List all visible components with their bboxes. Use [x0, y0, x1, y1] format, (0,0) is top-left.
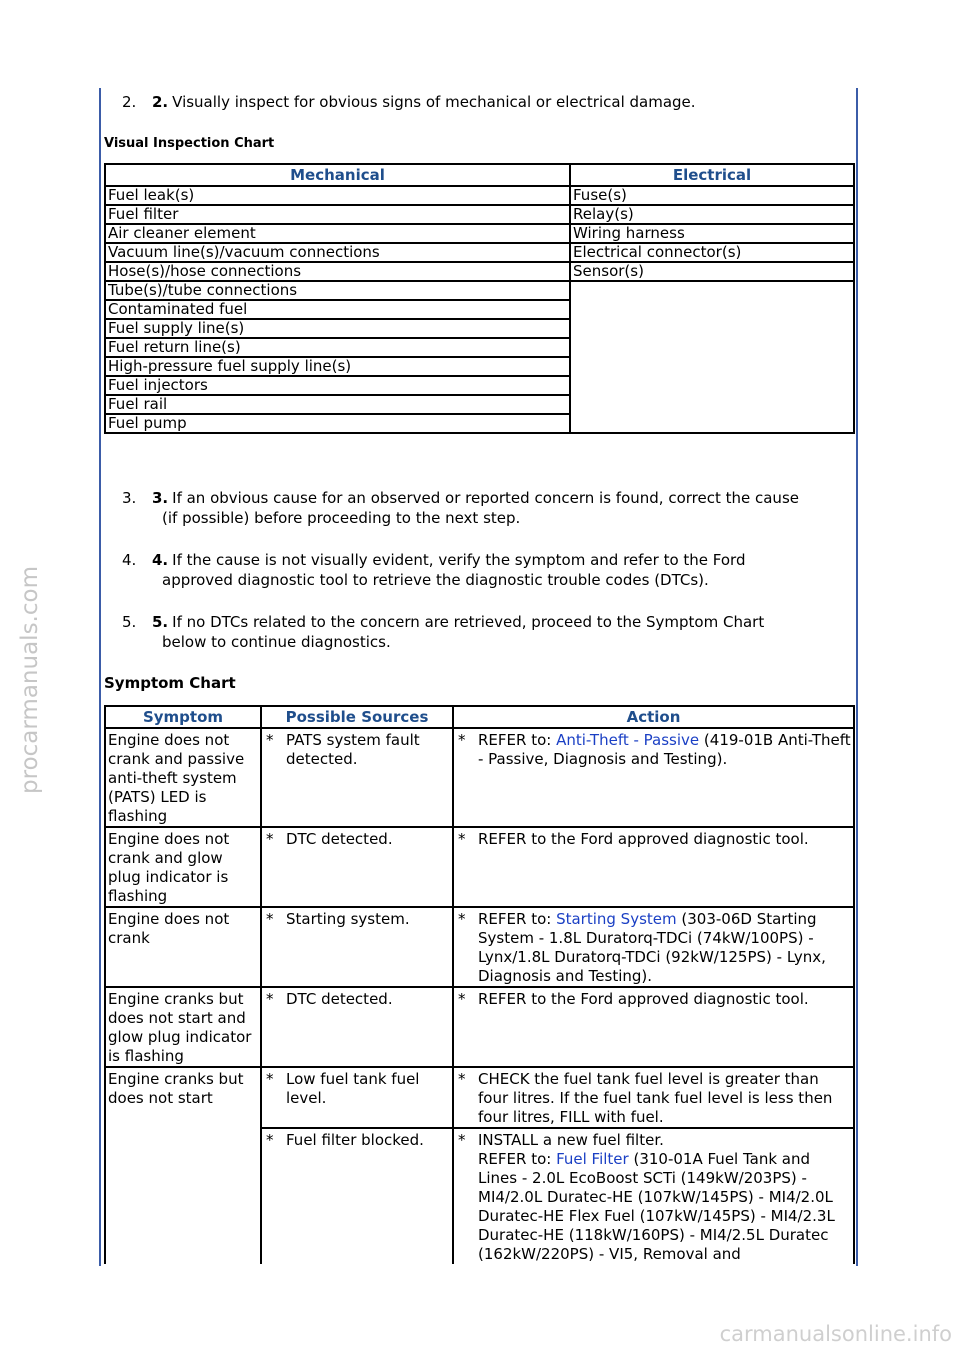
mechanical-item: Fuel return line(s) [105, 338, 570, 357]
symptom-cell: Engine does not crank and glow plug indicator is flashing [105, 827, 261, 907]
anti-theft-passive-link[interactable]: Anti-Theft - Passive [556, 731, 700, 749]
mechanical-item: Air cleaner element [105, 224, 570, 243]
source-cell: * Starting system. [261, 907, 453, 987]
step-number: 5. [122, 613, 137, 631]
fuel-filter-link[interactable]: Fuel Filter [556, 1150, 629, 1168]
electrical-item: Fuse(s) [570, 186, 854, 205]
symptom-cell: Engine cranks but does not start [105, 1067, 261, 1264]
mechanical-item: Fuel supply line(s) [105, 319, 570, 338]
source-cell: * DTC detected. [261, 827, 453, 907]
step-bold-number: 4. [152, 551, 169, 569]
step-3 [104, 488, 856, 528]
step-bold-number: 2. [152, 93, 169, 111]
electrical-item: Wiring harness [570, 224, 854, 243]
action-cell: * REFER to: Anti-Theft - Passive (419-01B Anti-Theft - Passive, Diagnosis and Testing). [453, 728, 854, 827]
source-cell: * Fuel filter blocked. [261, 1128, 453, 1264]
mechanical-item: Fuel injectors [105, 376, 570, 395]
symptom-table [104, 705, 855, 1264]
table-row [105, 1067, 854, 1128]
left-margin-rule [99, 88, 101, 1266]
step-number: 2. [122, 93, 137, 111]
action-cell: * CHECK the fuel tank fuel level is greater than four litres. If the fuel tank fuel level is less then four litres, FILL with fuel. [453, 1067, 854, 1128]
electrical-item: Relay(s) [570, 205, 854, 224]
action-cell: * INSTALL a new fuel filter. REFER to: Fuel Filter (310-01A Fuel Tank and Lines - 2.0L EcoBoost SCTi (149kW/203PS) - MI4/2.0L Duratec-HE (107kW/145PS) - MI4/2.0L Duratec-HE Flex Fuel (107kW/145PS) - MI4/2.3L Duratec-HE (118kW/160PS) - MI4/2.5L Duratec (162kW/220PS) - VI5, Removal and [453, 1128, 854, 1264]
bottom-watermark: carmanualsonline.info [719, 1322, 952, 1346]
mechanical-item: Contaminated fuel [105, 300, 570, 319]
step-text-continued: approved diagnostic tool to retrieve the diagnostic trouble codes (DTCs). [162, 571, 709, 589]
step-text: If no DTCs related to the concern are retrieved, proceed to the Symptom Chart [172, 613, 765, 631]
electrical-item: Sensor(s) [570, 262, 854, 281]
symptom-cell: Engine cranks but does not start and glow plug indicator is flashing [105, 987, 261, 1067]
step-number: 4. [122, 551, 137, 569]
table-row [105, 728, 854, 827]
electrical-item: Electrical connector(s) [570, 243, 854, 262]
header-action: Action [453, 706, 854, 728]
step-bold-number: 5. [152, 613, 169, 631]
mechanical-item: Fuel pump [105, 414, 570, 433]
mechanical-item: Fuel rail [105, 395, 570, 414]
symptom-cell: Engine does not crank [105, 907, 261, 987]
step-2 [104, 92, 856, 112]
header-symptom: Symptom [105, 706, 261, 728]
step-text-continued: (if possible) before proceeding to the next step. [162, 509, 521, 527]
table-row [105, 907, 854, 987]
mechanical-item: Fuel leak(s) [105, 186, 570, 205]
step-text: If an obvious cause for an observed or reported concern is found, correct the cause [172, 489, 799, 507]
starting-system-link[interactable]: Starting System [556, 910, 677, 928]
mechanical-item: Hose(s)/hose connections [105, 262, 570, 281]
step-text-continued: below to continue diagnostics. [162, 633, 391, 651]
action-cell: * REFER to: Starting System (303-06D Starting System - 1.8L Duratorq-TDCi (74kW/100PS) - Lynx/1.8L Duratorq-TDCi (92kW/125PS) - Lynx, Diagnosis and Testing). [453, 907, 854, 987]
table-row [105, 987, 854, 1067]
side-watermark: procarmanuals.com [17, 566, 43, 794]
source-cell: * DTC detected. [261, 987, 453, 1067]
symptom-cell: Engine does not crank and passive anti-theft system (PATS) LED is flashing [105, 728, 261, 827]
step-text: If the cause is not visually evident, verify the symptom and refer to the Ford [172, 551, 746, 569]
header-possible-sources: Possible Sources [261, 706, 453, 728]
mechanical-item: High-pressure fuel supply line(s) [105, 357, 570, 376]
right-margin-rule [856, 88, 858, 1266]
visual-chart-title: Visual Inspection Chart [104, 136, 275, 151]
step-bold-number: 3. [152, 489, 169, 507]
visual-inspection-table [104, 163, 855, 434]
mechanical-item: Fuel filter [105, 205, 570, 224]
mechanical-item: Tube(s)/tube connections [105, 281, 570, 300]
step-5 [104, 612, 856, 652]
action-cell: * REFER to the Ford approved diagnostic tool. [453, 987, 854, 1067]
electrical-empty-cell [570, 281, 854, 433]
step-4 [104, 550, 856, 590]
source-cell: * Low fuel tank fuel level. [261, 1067, 453, 1128]
step-text: Visually inspect for obvious signs of mechanical or electrical damage. [172, 93, 696, 111]
table-row [105, 827, 854, 907]
header-electrical: Electrical [570, 164, 854, 186]
source-cell: * PATS system fault detected. [261, 728, 453, 827]
header-mechanical: Mechanical [105, 164, 570, 186]
symptom-chart-title: Symptom Chart [104, 674, 236, 692]
action-cell: * REFER to the Ford approved diagnostic tool. [453, 827, 854, 907]
mechanical-item: Vacuum line(s)/vacuum connections [105, 243, 570, 262]
step-number: 3. [122, 489, 137, 507]
